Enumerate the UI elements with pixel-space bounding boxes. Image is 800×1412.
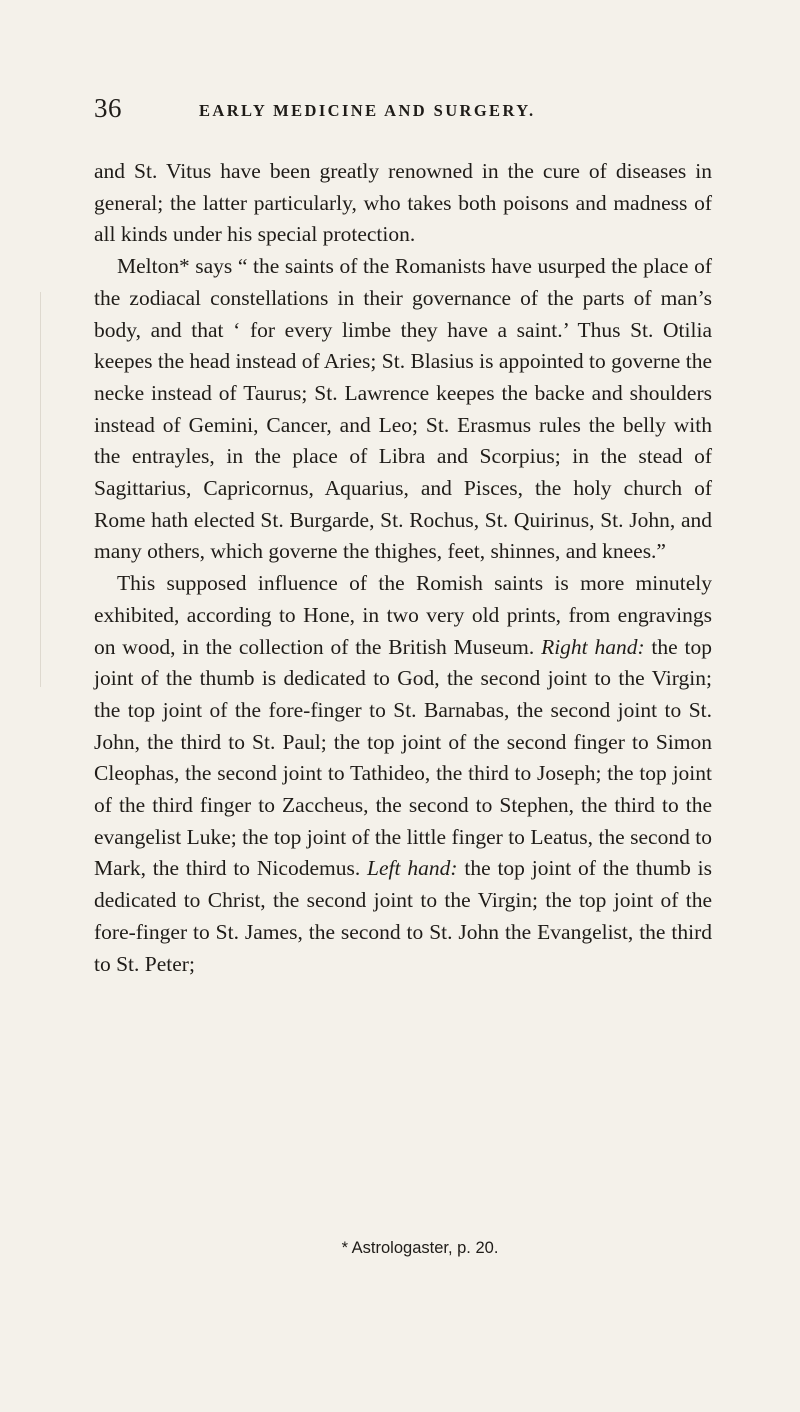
body-text (94, 156, 712, 980)
footnote-text: Astrologaster, p. 20. (347, 1239, 499, 1257)
footnote-marker: * (179, 254, 190, 279)
margin-pencil-line (40, 292, 41, 687)
paragraph-3-intro: This supposed influence of the Romish saints is more minutely exhibited, according to Hone, in two very old prints, from engravings on wood, in the collection of the British Museum. (94, 571, 712, 659)
paragraph-2 (94, 251, 712, 568)
right-hand-text: the top joint of the thumb is dedicated to God, the second joint to the Virgin; the top joint of the fore-finger to St. Barnabas, the second joint to St. John, the third to St. Paul; the top joint of the second finger to Simon Cleophas, the second joint to Tathideo, the third to Joseph; the top joint of the third finger to Zaccheus, the second to Stephen, the third to the evangelist Luke; the top joint of the little finger to Leatus, the second to Mark, the third to Nicodemus. (94, 634, 712, 881)
page-header (94, 93, 714, 129)
running-head: EARLY MEDICINE AND SURGERY. (199, 101, 536, 120)
paragraph-2-text: says “ the saints of the Romanists have usurped the place of the zodiacal constellations in their governance of the parts of man’s body, and that ‘ for every limbe they have a saint.’ Thus St. Otilia keepes the head instead of Aries; St. Blasius is appointed to governe the necke instead of Taurus; St. Lawrence keepes the backe and shoulders instead of Gemini, Cancer, and Leo; St. Erasmus rules the belly with the entrayles, in the place of Libra and Scorpius; in the stead of Sagittarius, Capricornus, Aquarius, and Pisces, the holy church of Rome hath elected St. Burgarde, St. Rochus, St. Quirinus, St. John, and many others, which governe the thighes, feet, shinnes, and knees.” (94, 254, 712, 564)
paragraph-3 (94, 568, 712, 980)
right-hand-label: Right hand: (541, 634, 645, 659)
footnote (0, 1239, 800, 1258)
footnote-marker: * (341, 1239, 348, 1257)
left-hand-label: Left hand: (367, 856, 458, 881)
page-number: 36 (94, 93, 122, 123)
paragraph-1: and St. Vitus have been greatly renowned in the cure of diseases in general; the latter particularly, who takes both poisons and madness of all kinds under his special protection. (94, 159, 712, 247)
author-name: Melton (117, 254, 180, 279)
left-hand-text: the top joint of the thumb is dedicated to Christ, the second joint to the Virgin; the top joint of the fore-finger to St. James, the second to St. John the Evangelist, the third to St. Peter; (94, 856, 713, 976)
